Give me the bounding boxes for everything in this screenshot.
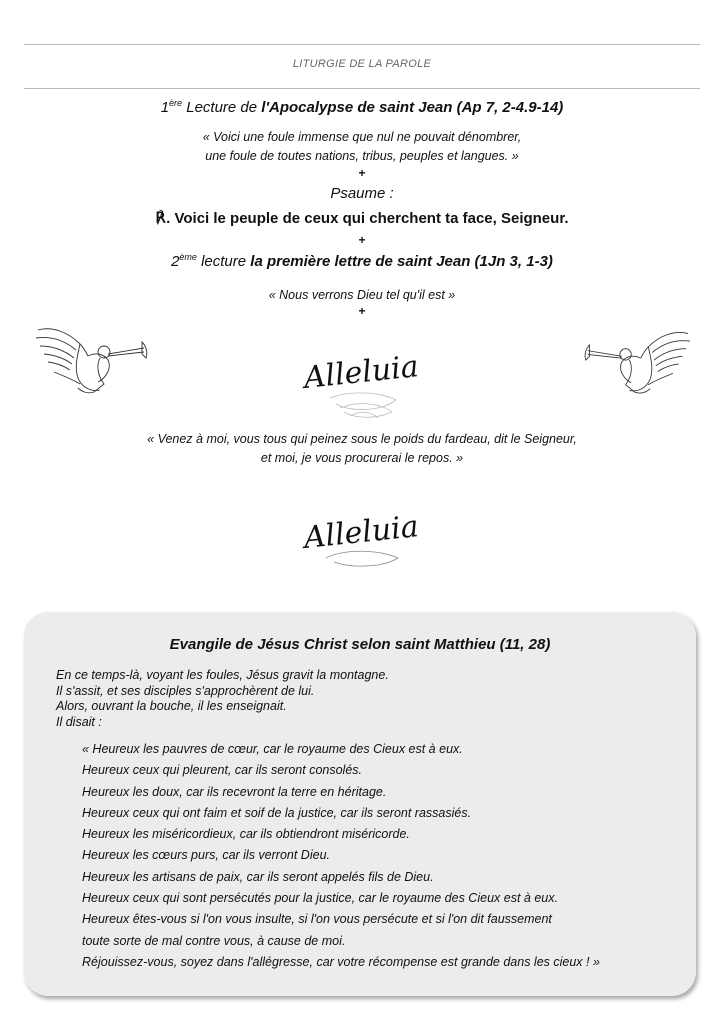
second-reading-sup: ème: [179, 252, 197, 262]
top-rule: [24, 44, 700, 45]
first-reading-source: l'Apocalypse de saint Jean (Ap 7, 2-4.9-14): [261, 99, 564, 116]
beatitude-line: Heureux ceux qui pleurent, car ils seront consolés.: [82, 763, 363, 778]
gospel-title: Evangile de Jésus Christ selon saint Matthieu (11, 28): [169, 636, 551, 653]
first-reading-quote-2: une foule de toutes nations, tribus, peuples et langues. »: [205, 149, 519, 163]
alleluia-word: Alleluia: [302, 349, 421, 396]
gospel-intro-line: Il disait :: [56, 714, 102, 729]
second-reading-quote: « Nous verrons Dieu tel qu'il est »: [268, 288, 456, 302]
beatitude-line: Réjouissez-vous, soyez dans l'allégresse, car votre récompense est grande dans les cieux ! »: [82, 954, 600, 969]
first-reading-quote-1: « Voici une foule immense que nul ne pouvait dénombrer,: [202, 130, 522, 144]
gospel-intro-line: Alors, ouvrant la bouche, il les enseignait.: [56, 699, 287, 713]
second-reading-ordinal: 2: [171, 253, 180, 270]
psalm-response-text: Voici le peuple de ceux qui cherchent ta face, Seigneur.: [170, 210, 569, 227]
gospel-intro-line: En ce temps-là, voyant les foules, Jésus gravit la montagne.: [56, 668, 389, 682]
beatitude-line: Heureux ceux qui sont persécutés pour la justice, car le royaume des Cieux est à eux.: [82, 891, 558, 906]
second-reading-title: [0, 252, 724, 270]
angel-trumpet-left-icon: [34, 322, 152, 398]
beatitude-line: Heureux les artisans de paix, car ils seront appelés fils de Dieu.: [82, 869, 434, 884]
response-symbol: ℟.: [155, 210, 171, 227]
separator-plus: +: [358, 166, 366, 180]
second-reading-source: la première lettre de saint Jean (1Jn 3, 1-3): [250, 253, 553, 270]
second-reading-prefix: lecture: [196, 253, 251, 270]
beatitude-line: Heureux les cœurs purs, car ils verront Dieu.: [82, 848, 330, 863]
beatitude-line: « Heureux les pauvres de cœur, car le royaume des Cieux est à eux.: [82, 742, 463, 756]
beatitude-line: Heureux êtes-vous si l'on vous insulte, si l'on vous persécute et si l'on dit faussement: [82, 912, 552, 927]
gospel-intro: [56, 668, 389, 730]
psalm-response: [0, 209, 724, 227]
first-reading-title: [0, 98, 724, 116]
first-reading-ordinal: 1: [160, 99, 170, 116]
alleluia-calligraphy-icon: [300, 320, 424, 426]
beatitude-line: toute sorte de mal contre vous, à cause de moi.: [82, 933, 346, 948]
header-rule: [24, 88, 700, 89]
alleluia-word: Alleluia: [302, 509, 421, 556]
angel-trumpet-right-icon: [580, 326, 692, 398]
psalm-label: Psaume :: [330, 185, 394, 202]
beatitudes: [82, 739, 600, 973]
first-reading-prefix: Lecture de: [182, 99, 262, 116]
beatitude-line: Heureux les doux, car ils recevront la terre en héritage.: [82, 784, 387, 799]
beatitude-line: Heureux les miséricordieux, car ils obtiendront miséricorde.: [82, 827, 410, 842]
alleluia-verse-1: « Venez à moi, vous tous qui peinez sous le poids du fardeau, dit le Seigneur,: [147, 432, 577, 446]
alleluia-calligraphy-icon: [300, 484, 424, 574]
alleluia-verse-2: et moi, je vous procurerai le repos. »: [260, 451, 464, 465]
first-reading-sup: ère: [169, 98, 183, 108]
beatitude-line: Heureux ceux qui ont faim et soif de la justice, car ils seront rassasiés.: [82, 805, 472, 820]
separator-plus: +: [358, 233, 366, 247]
section-header: LITURGIE DE LA PAROLE: [292, 58, 432, 70]
gospel-intro-line: Il s'assit, et ses disciples s'approchèrent de lui.: [56, 683, 315, 698]
gospel-box: [24, 612, 696, 996]
separator-plus: +: [358, 304, 366, 318]
